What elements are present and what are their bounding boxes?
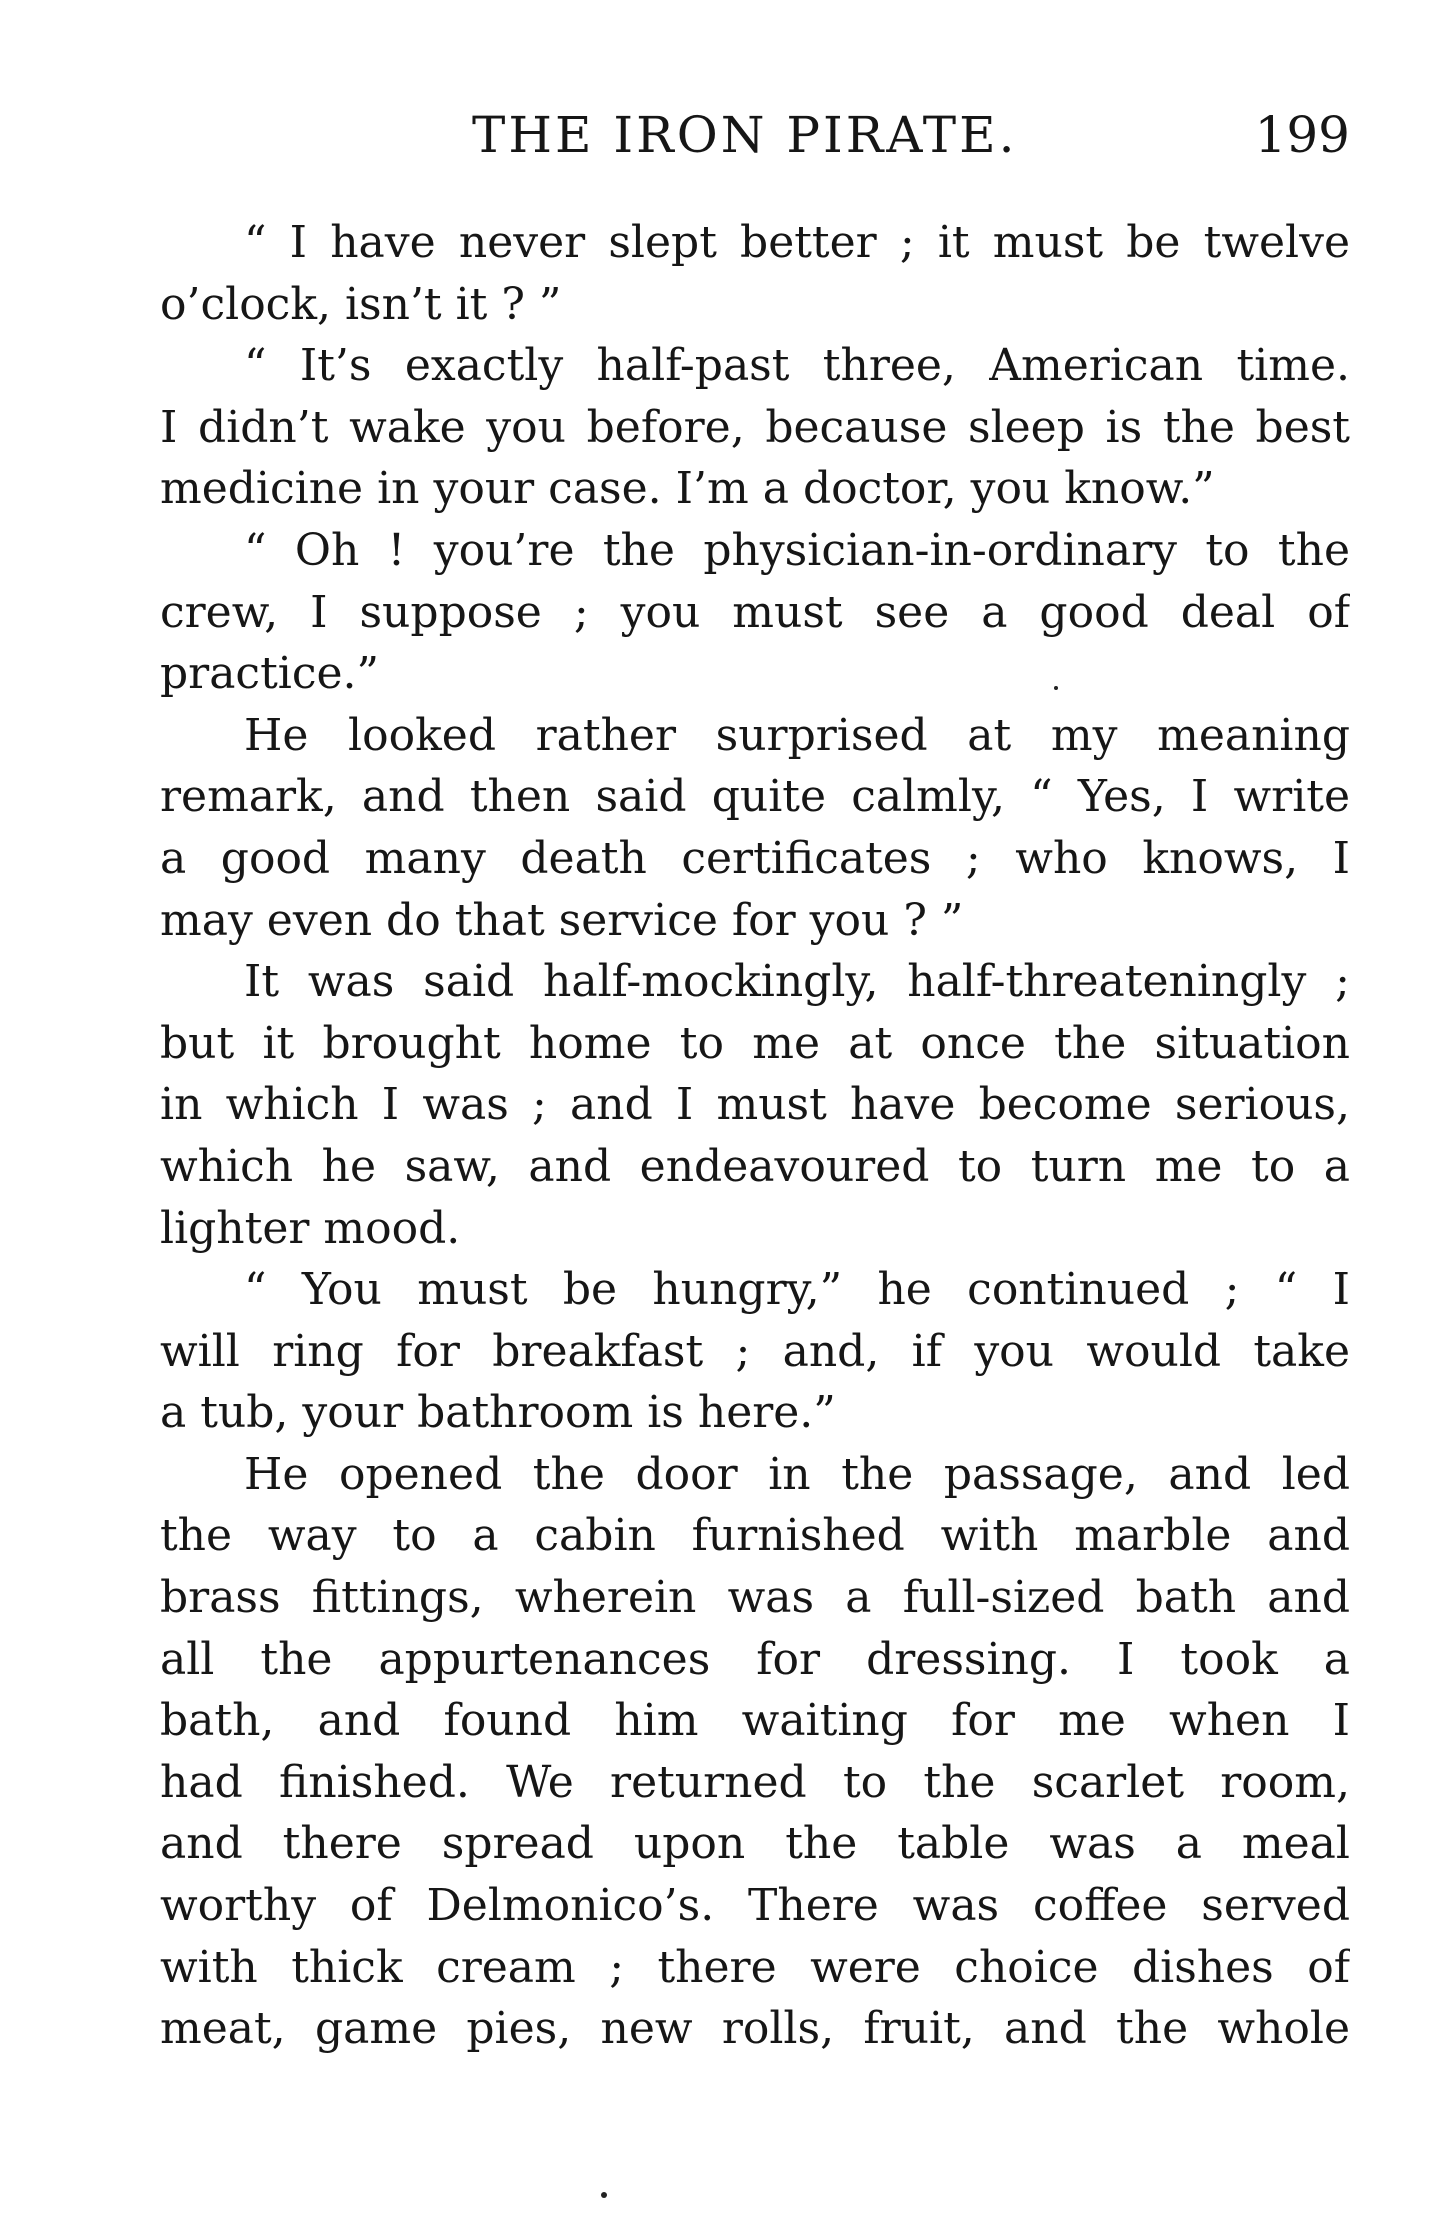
text-line: worthy of Delmonico’s. There was coffee served: [160, 1880, 1350, 1932]
text-line: He opened the door in the passage, and led: [244, 1448, 1350, 1500]
text-line: but it brought home to me at once the situation: [160, 1017, 1350, 1069]
text-line: a tub, your bathroom is here.”: [160, 1387, 836, 1439]
text-line: had finished. We returned to the scarlet room,: [160, 1756, 1350, 1808]
text-line: the way to a cabin furnished with marble and: [160, 1510, 1350, 1562]
text-line: crew, I suppose ; you must see a good deal of: [160, 586, 1350, 638]
ink-speck: [1054, 686, 1058, 690]
text-line: meat, game pies, new rolls, fruit, and the whole: [160, 2003, 1350, 2055]
text-line: in which I was ; and I must have become serious,: [160, 1079, 1350, 1131]
text-line: and there spread upon the table was a meal: [160, 1818, 1350, 1870]
text-line: “ I have never slept better ; it must be twelve: [244, 217, 1350, 268]
text-line: will ring for breakfast ; and, if you would take: [160, 1325, 1350, 1377]
text-line: may even do that service for you ? ”: [160, 894, 964, 946]
text-line: with thick cream ; there were choice dishes of: [160, 1941, 1350, 1993]
page-number: 199: [1254, 106, 1350, 164]
text-line: a good many death certificates ; who knows, I: [160, 832, 1350, 884]
body-text: [160, 212, 1350, 2060]
text-line: o’clock, isn’t it ? ”: [160, 278, 562, 330]
text-line: bath, and found him waiting for me when I: [160, 1695, 1350, 1747]
text-line: brass fittings, wherein was a full-sized bath and: [160, 1572, 1350, 1624]
text-line: It was said half-mockingly, half-threateningly ;: [244, 956, 1350, 1008]
text-line: which he saw, and endeavoured to turn me to a: [160, 1140, 1350, 1192]
text-line: lighter mood.: [160, 1202, 461, 1254]
text-line: medicine in your case. I’m a doctor, you know.”: [160, 463, 1215, 515]
text-line: practice.”: [160, 648, 379, 700]
text-line: remark, and then said quite calmly, “ Yes, I write: [160, 771, 1350, 823]
running-title: THE IRON PIRATE.: [472, 106, 1018, 164]
ink-speck: [601, 2192, 607, 2198]
text-line: “ Oh ! you’re the physician-in-ordinary to the: [244, 524, 1350, 576]
text-line: I didn’t wake you before, because sleep is the best: [160, 401, 1350, 453]
text-line: He looked rather surprised at my meaning: [244, 709, 1350, 761]
text-line: “ It’s exactly half-past three, American time.: [244, 340, 1350, 392]
text-line: all the appurtenances for dressing. I took a: [160, 1633, 1350, 1685]
text-line: “ You must be hungry,” he continued ; “ I: [244, 1264, 1350, 1316]
page-header: [160, 100, 1350, 170]
